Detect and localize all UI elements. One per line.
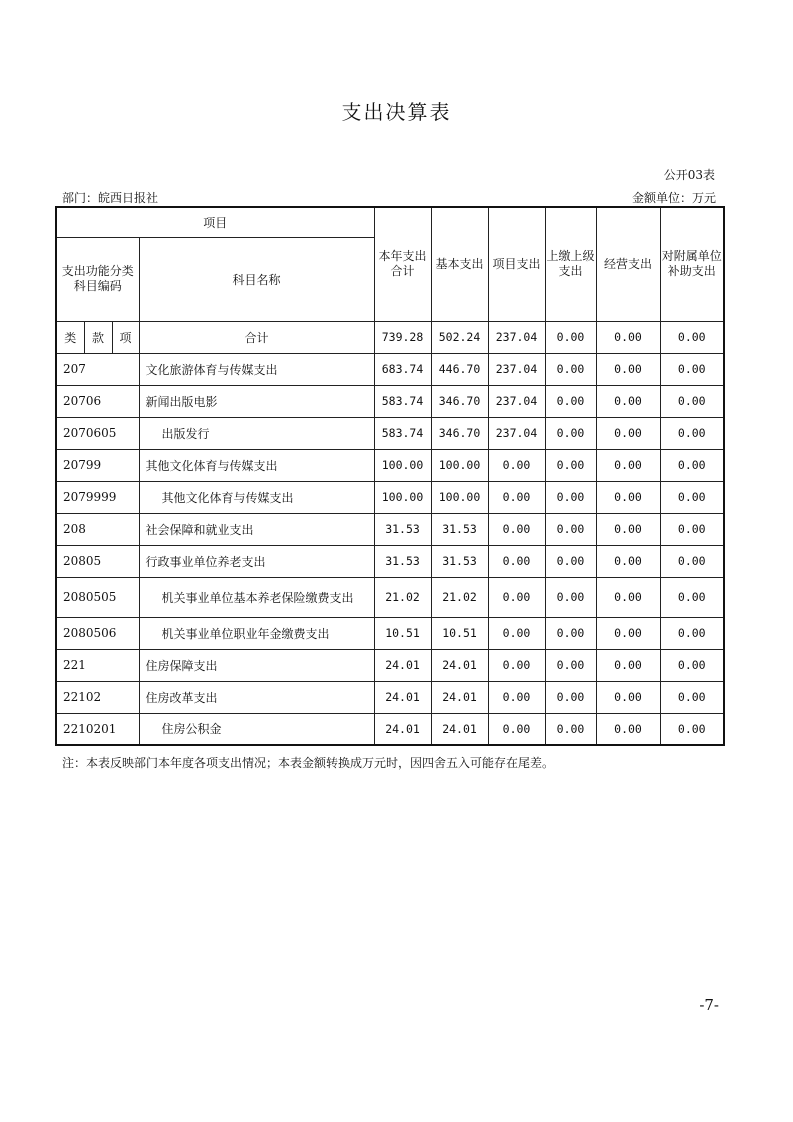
amount-cell: 0.00 <box>488 713 545 745</box>
amount-cell: 0.00 <box>596 449 660 481</box>
amount-cell: 100.00 <box>374 449 431 481</box>
amount-cell: 0.00 <box>660 385 724 417</box>
amount-cell: 683.74 <box>374 353 431 385</box>
amount-cell: 0.00 <box>596 513 660 545</box>
amount-cell: 0.00 <box>545 417 596 449</box>
subject-code: 20706 <box>56 385 139 417</box>
item-header: 项目 <box>56 207 374 237</box>
page-number: -7- <box>699 996 719 1014</box>
subject-name: 文化旅游体育与传媒支出 <box>139 353 374 385</box>
amount-cell: 583.74 <box>374 417 431 449</box>
amount-cell: 24.01 <box>374 649 431 681</box>
expenditure-table <box>55 206 725 746</box>
func-code-header: 支出功能分类科目编码 <box>56 237 139 321</box>
subject-code: 2079999 <box>56 481 139 513</box>
subject-name: 行政事业单位养老支出 <box>139 545 374 577</box>
amount-cell: 100.00 <box>374 481 431 513</box>
amount-cell: 0.00 <box>488 649 545 681</box>
unit-label: 金额单位：万元 <box>631 191 716 205</box>
amount-cell: 0.00 <box>545 449 596 481</box>
amount-cell: 24.01 <box>374 713 431 745</box>
amount-cell: 0.00 <box>596 353 660 385</box>
amount-cell: 0.00 <box>596 417 660 449</box>
table-row <box>56 417 724 449</box>
amount-cell: 0.00 <box>545 713 596 745</box>
subsidiary-header: 对附属单位补助支出 <box>660 207 724 321</box>
amount-cell: 0.00 <box>545 617 596 649</box>
basic-header: 基本支出 <box>431 207 488 321</box>
amount-cell: 0.00 <box>545 481 596 513</box>
amount-cell: 0.00 <box>488 513 545 545</box>
project-header: 项目支出 <box>488 207 545 321</box>
amount-cell: 0.00 <box>545 353 596 385</box>
amount-cell: 0.00 <box>545 577 596 617</box>
amount-cell: 0.00 <box>660 681 724 713</box>
amount-cell: 0.00 <box>596 577 660 617</box>
amount-cell: 0.00 <box>596 481 660 513</box>
amount-cell: 237.04 <box>488 353 545 385</box>
upper-header: 上缴上级支出 <box>545 207 596 321</box>
subject-name: 机关事业单位职业年金缴费支出 <box>139 617 374 649</box>
total-value: 0.00 <box>596 321 660 353</box>
amount-cell: 0.00 <box>545 513 596 545</box>
subject-name: 新闻出版电影 <box>139 385 374 417</box>
table-row <box>56 481 724 513</box>
amount-cell: 21.02 <box>431 577 488 617</box>
subject-code: 2080505 <box>56 577 139 617</box>
amount-cell: 0.00 <box>596 681 660 713</box>
amount-cell: 24.01 <box>431 713 488 745</box>
table-row <box>56 353 724 385</box>
subject-name: 住房公积金 <box>139 713 374 745</box>
amount-cell: 100.00 <box>431 449 488 481</box>
subject-name: 出版发行 <box>139 417 374 449</box>
amount-cell: 0.00 <box>488 681 545 713</box>
department-label: 部门：皖西日报社 <box>62 191 159 205</box>
amount-cell: 0.00 <box>545 545 596 577</box>
amount-cell: 0.00 <box>488 481 545 513</box>
amount-cell: 21.02 <box>374 577 431 617</box>
subject-name-header: 科目名称 <box>139 237 374 321</box>
subject-name: 其他文化体育与传媒支出 <box>139 449 374 481</box>
amount-cell: 10.51 <box>374 617 431 649</box>
subject-name: 住房改革支出 <box>139 681 374 713</box>
amount-cell: 0.00 <box>660 713 724 745</box>
amount-cell: 0.00 <box>596 545 660 577</box>
amount-cell: 0.00 <box>660 545 724 577</box>
subject-code: 208 <box>56 513 139 545</box>
total-value: 237.04 <box>488 321 545 353</box>
table-row <box>56 577 724 617</box>
amount-cell: 0.00 <box>545 385 596 417</box>
amount-cell: 0.00 <box>488 545 545 577</box>
subject-name: 社会保障和就业支出 <box>139 513 374 545</box>
total-label: 合计 <box>139 321 374 353</box>
amount-cell: 0.00 <box>596 713 660 745</box>
amount-cell: 346.70 <box>431 385 488 417</box>
amount-cell: 31.53 <box>431 545 488 577</box>
amount-cell: 0.00 <box>488 577 545 617</box>
amount-cell: 346.70 <box>431 417 488 449</box>
amount-cell: 0.00 <box>545 649 596 681</box>
subject-name: 住房保障支出 <box>139 649 374 681</box>
subject-name: 其他文化体育与传媒支出 <box>139 481 374 513</box>
business-header: 经营支出 <box>596 207 660 321</box>
table-note: 注：本表反映部门本年度各项支出情况；本表金额转换成万元时，因四舍五入可能存在尾差。 <box>62 756 555 770</box>
amount-cell: 10.51 <box>431 617 488 649</box>
subject-code: 2080506 <box>56 617 139 649</box>
table-row <box>56 545 724 577</box>
amount-cell: 0.00 <box>660 577 724 617</box>
amount-cell: 0.00 <box>660 513 724 545</box>
subject-code: 20799 <box>56 449 139 481</box>
amount-cell: 31.53 <box>374 545 431 577</box>
subject-name: 机关事业单位基本养老保险缴费支出 <box>139 577 374 617</box>
amount-cell: 24.01 <box>374 681 431 713</box>
total-value: 0.00 <box>660 321 724 353</box>
subject-code: 2210201 <box>56 713 139 745</box>
page-title: 支出决算表 <box>341 100 452 124</box>
amount-cell: 0.00 <box>596 385 660 417</box>
amount-cell: 0.00 <box>596 617 660 649</box>
subject-code: 22102 <box>56 681 139 713</box>
table-row <box>56 385 724 417</box>
subject-code: 207 <box>56 353 139 385</box>
amount-cell: 0.00 <box>660 617 724 649</box>
total-value: 502.24 <box>431 321 488 353</box>
amount-cell: 0.00 <box>660 649 724 681</box>
amount-cell: 31.53 <box>374 513 431 545</box>
amount-cell: 100.00 <box>431 481 488 513</box>
total-value: 739.28 <box>374 321 431 353</box>
subject-code: 221 <box>56 649 139 681</box>
amount-cell: 31.53 <box>431 513 488 545</box>
subject-code: 20805 <box>56 545 139 577</box>
form-code: 公开03表 <box>663 168 715 182</box>
header-row <box>56 207 724 237</box>
kuan-header: 款 <box>84 321 112 353</box>
amount-cell: 237.04 <box>488 385 545 417</box>
total-value: 0.00 <box>545 321 596 353</box>
amount-cell: 0.00 <box>660 481 724 513</box>
lei-header: 类 <box>56 321 84 353</box>
table-row <box>56 681 724 713</box>
table-row <box>56 513 724 545</box>
total-row <box>56 321 724 353</box>
table-row <box>56 449 724 481</box>
amount-cell: 583.74 <box>374 385 431 417</box>
table-row <box>56 713 724 745</box>
amount-cell: 0.00 <box>596 649 660 681</box>
amount-cell: 0.00 <box>488 449 545 481</box>
amount-cell: 0.00 <box>660 449 724 481</box>
subject-code: 2070605 <box>56 417 139 449</box>
amount-cell: 0.00 <box>545 681 596 713</box>
amount-cell: 0.00 <box>660 353 724 385</box>
amount-cell: 446.70 <box>431 353 488 385</box>
amount-cell: 0.00 <box>660 417 724 449</box>
amount-cell: 24.01 <box>431 649 488 681</box>
amount-cell: 237.04 <box>488 417 545 449</box>
table-row <box>56 649 724 681</box>
amount-cell: 0.00 <box>488 617 545 649</box>
table-row <box>56 617 724 649</box>
amount-cell: 24.01 <box>431 681 488 713</box>
total-header: 本年支出合计 <box>374 207 431 321</box>
xiang-header: 项 <box>112 321 139 353</box>
